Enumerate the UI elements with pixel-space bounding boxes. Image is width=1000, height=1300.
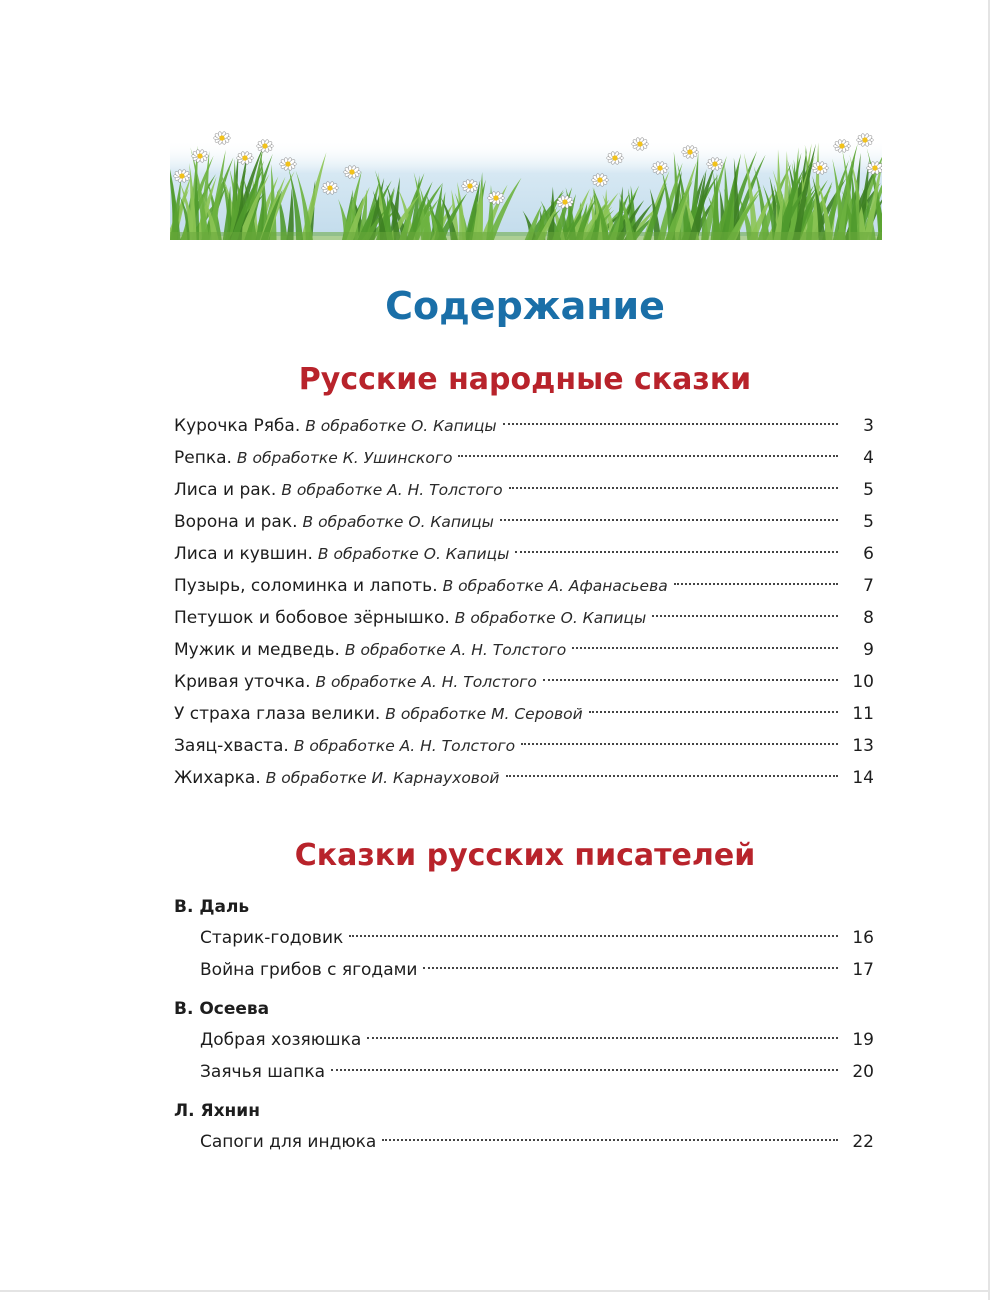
author-group-dal (174, 892, 874, 986)
page-number: 5 (863, 512, 874, 532)
toc-entry[interactable] (200, 1056, 874, 1088)
entry-title: Кривая уточка. (174, 672, 311, 692)
entry-note: В обработке К. Ушинского (236, 449, 453, 467)
author-name: Л. Яхнин (174, 1101, 260, 1121)
toc-entry[interactable] (200, 1024, 874, 1056)
page-number: 20 (852, 1062, 874, 1082)
toc-entry[interactable] (200, 922, 874, 954)
page-number: 22 (852, 1132, 874, 1152)
entry-note: В обработке М. Серовой (385, 705, 583, 723)
entry-title: Заячья шапка (200, 1062, 326, 1082)
page-number: 8 (863, 608, 874, 628)
entry-note: В обработке И. Карнауховой (265, 769, 500, 787)
dot-leader (652, 615, 838, 617)
dot-leader (515, 551, 838, 553)
toc-entry[interactable] (174, 730, 874, 762)
dot-leader (382, 1139, 838, 1141)
entry-note: В обработке О. Капицы (305, 417, 497, 435)
entry-note: В обработке А. Н. Толстого (344, 641, 567, 659)
toc-entry[interactable] (200, 954, 874, 986)
entry-title: Курочка Ряба. (174, 416, 301, 436)
entry-note: В обработке А. Н. Толстого (281, 481, 503, 499)
toc-entry[interactable] (174, 538, 874, 570)
toc-entry[interactable] (174, 442, 874, 474)
toc-entry[interactable] (174, 570, 874, 602)
entry-title: Лиса и рак. (174, 480, 277, 500)
page-title: Содержание (385, 284, 665, 328)
page-number: 19 (852, 1030, 874, 1050)
dot-leader (503, 423, 838, 425)
dot-leader (572, 647, 838, 649)
entry-note: В обработке О. Капицы (454, 609, 647, 627)
toc-entry[interactable] (174, 762, 874, 794)
page-number: 11 (852, 704, 874, 724)
page-number: 7 (863, 576, 874, 596)
entry-title: Ворона и рак. (174, 512, 298, 532)
author-works-list (174, 1024, 874, 1088)
page-number: 13 (852, 736, 874, 756)
page-number: 14 (852, 768, 874, 788)
dot-leader (509, 487, 838, 489)
dot-leader (506, 775, 839, 777)
dot-leader (423, 967, 838, 969)
entry-title: Жихарка. (174, 768, 261, 788)
toc-entry[interactable] (200, 1126, 874, 1158)
toc-entry[interactable] (174, 634, 874, 666)
section-heading-folk-tales: Русские народные сказки (298, 362, 752, 397)
dot-leader (367, 1037, 838, 1039)
entry-title: Заяц-хваста. (174, 736, 289, 756)
dot-leader (500, 519, 838, 521)
toc-entry[interactable] (174, 698, 874, 730)
ground-strip (170, 232, 882, 240)
entry-title: Старик-годовик (200, 928, 344, 948)
entry-title: У страха глаза велики. (174, 704, 381, 724)
toc-entry[interactable] (174, 474, 874, 506)
author-works-list (174, 922, 874, 986)
toc-entry[interactable] (174, 410, 874, 442)
dot-leader (349, 935, 838, 937)
chamomile-grass-illustration (170, 128, 882, 248)
entry-title: Сапоги для индюка (200, 1132, 377, 1152)
author-name: В. Осеева (174, 999, 270, 1019)
section-heading-writers-tales: Сказки русских писателей (294, 838, 756, 873)
dot-leader (458, 455, 838, 457)
dot-leader (543, 679, 838, 681)
entry-title: Война грибов с ягодами (200, 960, 418, 980)
entry-title: Мужик и медведь. (174, 640, 340, 660)
entry-note: В обработке А. Н. Толстого (293, 737, 516, 755)
page-number: 6 (863, 544, 874, 564)
grass-banner-svg (170, 128, 882, 248)
page-number: 10 (852, 672, 874, 692)
author-group-oseeva (174, 994, 874, 1088)
entry-title: Пузырь, соломинка и лапоть. (174, 576, 438, 596)
page-number: 9 (863, 640, 874, 660)
author-works-list (174, 1126, 874, 1158)
page-number: 17 (852, 960, 874, 980)
author-group-yakhnin (174, 1096, 874, 1158)
author-name: В. Даль (174, 897, 250, 917)
folk-tales-list (174, 410, 874, 794)
entry-note: В обработке О. Капицы (317, 545, 510, 563)
page-edge (0, 1290, 990, 1292)
page-number: 16 (852, 928, 874, 948)
dot-leader (674, 583, 838, 585)
toc-entry[interactable] (174, 602, 874, 634)
entry-note: В обработке А. Афанасьева (442, 577, 668, 595)
entry-title: Репка. (174, 448, 232, 468)
page-number: 5 (863, 480, 874, 500)
entry-title: Петушок и бобовое зёрнышко. (174, 608, 450, 628)
dot-leader (331, 1069, 838, 1071)
page-number: 4 (863, 448, 874, 468)
entry-title: Лиса и кувшин. (174, 544, 313, 564)
toc-entry[interactable] (174, 666, 874, 698)
entry-title: Добрая хозяюшка (200, 1030, 362, 1050)
dot-leader (589, 711, 838, 713)
toc-entry[interactable] (174, 506, 874, 538)
entry-note: В обработке О. Капицы (302, 513, 494, 531)
dot-leader (521, 743, 838, 745)
page-number: 3 (863, 416, 874, 436)
entry-note: В обработке А. Н. Толстого (315, 673, 537, 691)
page-edge (988, 0, 990, 1300)
